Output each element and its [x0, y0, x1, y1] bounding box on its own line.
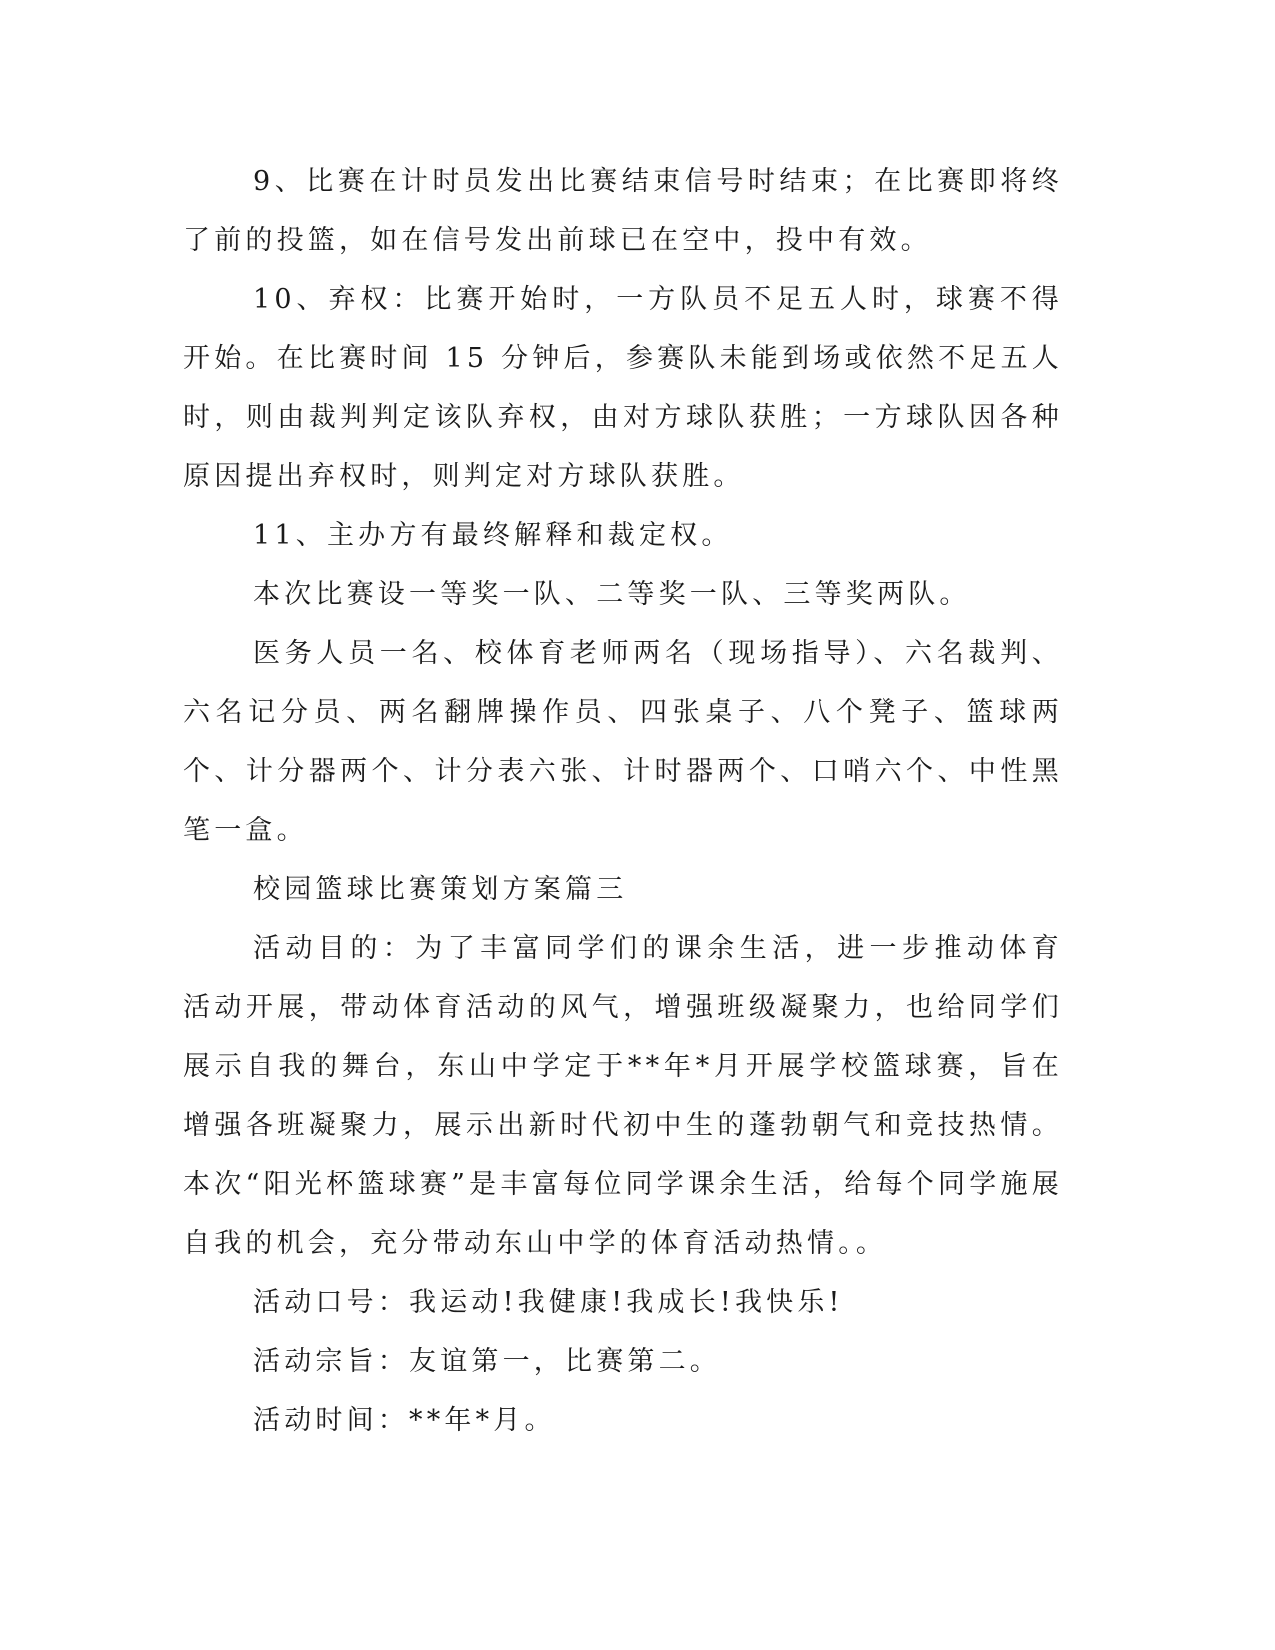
document-body — [183, 152, 1063, 1450]
paragraph-activity-tenet: 活动宗旨：友谊第一，比赛第二。 — [253, 1346, 721, 1377]
section-heading: 校园篮球比赛策划方案篇三 — [253, 874, 628, 905]
paragraph-rule-11: 11、主办方有最终解释和裁定权。 — [253, 520, 733, 551]
paragraph-rule-9: 9、比赛在计时员发出比赛结束信号时结束；在比赛即将终了前的投篮，如在信号发出前球已在空中，投中有效。 — [183, 166, 1063, 256]
paragraph-staff-equipment: 医务人员一名、校体育老师两名（现场指导）、六名裁判、六名记分员、两名翻牌操作员、四张桌子、八个凳子、篮球两个、计分器两个、计分表六张、计时器两个、口哨六个、中性黑笔一盒。 — [183, 638, 1063, 846]
paragraph-activity-time: 活动时间：**年*月。 — [253, 1405, 556, 1436]
paragraph-awards: 本次比赛设一等奖一队、二等奖一队、三等奖两队。 — [253, 579, 971, 610]
paragraph-rule-10-forfeit: 10、弃权：比赛开始时，一方队员不足五人时，球赛不得开始。在比赛时间 15 分钟后，参赛队未能到场或依然不足五人时，则由裁判判定该队弃权，由对方球队获胜；一方球队因各种原因提出弃权时，则判定对方球队获胜。 — [183, 284, 1063, 492]
paragraph-activity-slogan: 活动口号：我运动!我健康!我成长!我快乐! — [253, 1287, 844, 1318]
paragraph-activity-purpose: 活动目的：为了丰富同学们的课余生活，进一步推动体育活动开展，带动体育活动的风气，增强班级凝聚力，也给同学们展示自我的舞台，东山中学定于**年*月开展学校篮球赛，旨在增强各班凝聚力，展示出新时代初中生的蓬勃朝气和竞技热情。本次“阳光杯篮球赛”是丰富每位同学课余生活，给每个同学施展自我的机会，充分带动东山中学的体育活动热情。。 — [183, 933, 1063, 1259]
